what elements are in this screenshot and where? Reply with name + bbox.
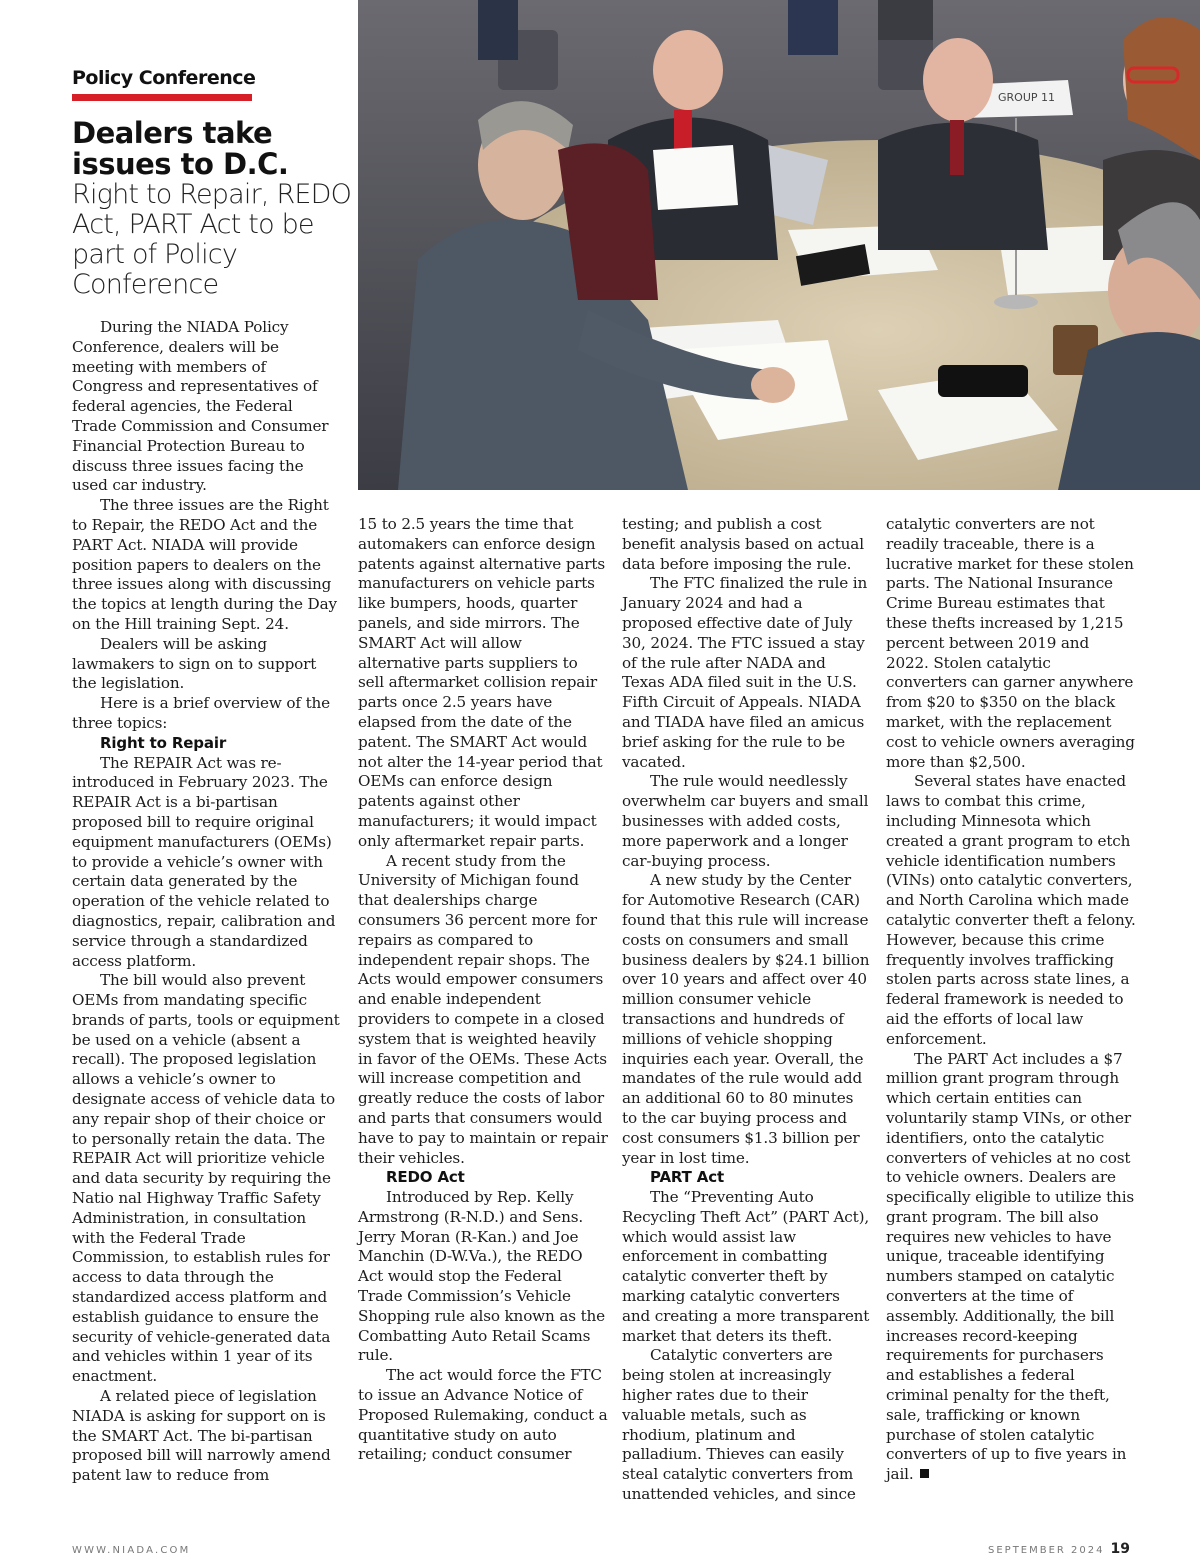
subheading-redo-act: REDO Act [386,1168,465,1187]
paragraph [886,1050,1136,1486]
paragraph: catalytic converters are not readily traceable, there is a lucrative market for these stolen parts. The National Insurance Crime Bureau estimates that these thefts increased by 1,215 percent between 2019 and 2022. Stolen catalytic converters can garner anywhere from $20 to $350 on the black market, with the replacement cost to vehicle owners averaging more than $2,500. [886,515,1135,771]
article-column-1 [72,318,340,1486]
issue-date: SEPTEMBER 2024 [988,1545,1105,1556]
paragraph: The act would force the FTC to issue an Advance Notice of Proposed Rulemaking, conduct a quantitative study on auto retailing; conduct consumer [358,1366,608,1464]
paragraph: A new study by the Center for Automotive Research (CAR) found that this rule will increase costs on consumers and small business dealers by $24.1 billion over 10 years and affect over 40 million consumer vehicle transactions and hundreds of millions of vehicle shopping inquiries each year. Overall, the mandates of the rule would add an additional 60 to 80 minutes to the car buying process and cost consumers $1.3 billion per year in lost time. [622,871,870,1167]
deck: Right to Repair, REDO Act, PART Act to be part of Policy Conference [72,179,352,300]
article-column-3 [622,515,872,1505]
article-column-4 [886,515,1136,1485]
paragraph: The REPAIR Act was re-introduced in February 2023. The REPAIR Act is a bi-partisan proposed bill to require original equipment manufacturers (OEMs) to provide a vehicle’s owner with certain data generated by the operation of the vehicle related to diagnostics, repair, calibration and service through a standardized access platform. [72,753,336,970]
paragraph: The FTC finalized the rule in January 2024 and had a proposed effective date of July 30, 2024. The FTC issued a stay of the rule after NADA and Texas ADA filed suit in the U.S. Fifth Circuit of Appeals. NIADA and TIADA have filed an amicus brief asking for the rule to be vacated. [622,574,868,771]
paragraph: Introduced by Rep. Kelly Armstrong (R-N.D.) and Sens. Jerry Moran (R-Kan.) and Joe Manchin (D-W.Va.), the REDO Act would stop the Federal Trade Commission’s Vehicle Shopping rule also known as the Combatting Auto Retail Scams rule. [358,1188,605,1365]
paragraph: The bill would also prevent OEMs from mandating specific brands of parts, tools or equipment be used on a vehicle (absent a recall). The proposed legislation allows a vehicle’s owner to designate access of vehicle data to any repair shop of their choice or to personally retain the data. The REPAIR Act will prioritize vehicle and data security by requiring the Natio nal Highway Traffic Safety Administration, in consultation with the Federal Trade Commission, to establish rules for access to data through the standardized access platform and establish guidance to ensure the security of vehicle-generated data and vehicles within 1 year of its enactment. [72,971,340,1386]
article-column-2 [358,515,608,1465]
subheading-part-act: PART Act [650,1168,725,1187]
page-number: 19 [1110,1541,1130,1557]
paragraph: testing; and publish a cost benefit analysis based on actual data before imposing the rule. [622,515,864,573]
paragraph: Here is a brief overview of the three topics: [72,694,330,732]
footer-issue [988,1541,1130,1557]
footer-website: WWW.NIADA.COM [72,1545,191,1556]
paragraph: Several states have enacted laws to combat this crime, including Minnesota which created a grant program to etch vehicle identification numbers (VINs) onto catalytic converters, and North Carolina which made catalytic converter theft a felony. However, because this crime frequently involves trafficking stolen parts across state lines, a federal framework is needed to aid the efforts of local law enforcement. [886,772,1136,1048]
paragraph: During the NIADA Policy Conference, dealers will be meeting with members of Congress and representatives of federal agencies, the Federal Trade Commission and Consumer Financial Protection Bureau to discuss three issues facing the used car industry. [72,318,329,495]
table-sign-text: GROUP 11 [998,91,1056,104]
end-mark-icon [920,1469,929,1478]
paragraph: Catalytic converters are being stolen at increasingly higher rates due to their valuable metals, such as rhodium, platinum and palladium. Thieves can easily steal catalytic converters from unattended vehicles, and since [622,1346,856,1504]
paragraph: The “Preventing Auto Recycling Theft Act” (PART Act), which would assist law enforcement in combatting catalytic converter theft by marking catalytic converters and creating a more transparent market that deters its theft. [622,1188,870,1345]
paragraph: The three issues are the Right to Repair, the REDO Act and the PART Act. NIADA will provide position papers to dealers on the three issues along with discussing the topics at length during the Day on the Hill training Sept. 24. [72,496,337,633]
section-label: Policy Conference [72,67,256,89]
subheading-right-to-repair: Right to Repair [100,733,227,752]
paragraph: Dealers will be asking lawmakers to sign on to support the legislation. [72,634,317,693]
paragraph: The rule would needlessly overwhelm car buyers and small businesses with added costs, more paperwork and a longer car-buying process. [622,772,869,870]
headline: Dealers take issues to D.C. [72,116,289,181]
paragraph: A recent study from the University of Michigan found that dealerships charge consumers 36 percent more for repairs as compared to independent repair shops. The Acts would empower consumers and enable independent providers to compete in a closed system that is weighted heavily in favor of the OEMs. These Acts will increase competition and greatly reduce the costs of labor and parts that consumers would have to pay to maintain or repair their vehicles. [358,851,608,1167]
meeting-photo [358,0,1200,490]
paragraph-text: The PART Act includes a $7 million grant program through which certain entities can voluntarily stamp VINs, or other identifiers, onto the catalytic converters of vehicles at no cost to vehicle owners. Dealers are specifically eligible to utilize this grant program. The bill also requires new vehicles to have unique, traceable identifying numbers stamped on catalytic converters at the time of assembly. Additionally, the bill increases record-keeping requirements for purchasers and establishes a federal criminal penalty for the theft, sale, trafficking or known purchase of stolen catalytic converters of up to five years in jail. [886,1049,1135,1484]
section-rule [72,94,252,101]
paragraph: A related piece of legislation NIADA is asking for support on is the SMART Act. The bi-partisan proposed bill will narrowly amend patent law to reduce from [72,1387,331,1485]
paragraph: 15 to 2.5 years the time that automakers can enforce design patents against alternative parts manufacturers on vehicle parts like bumpers, hoods, quarter panels, and side mirrors. The SMART Act will allow alternative parts suppliers to sell aftermarket collision repair parts once 2.5 years have elapsed from the date of the patent. The SMART Act would not alter the 14-year period that OEMs can enforce design patents against other manufacturers; it would impact only aftermarket repair parts. [358,515,606,850]
